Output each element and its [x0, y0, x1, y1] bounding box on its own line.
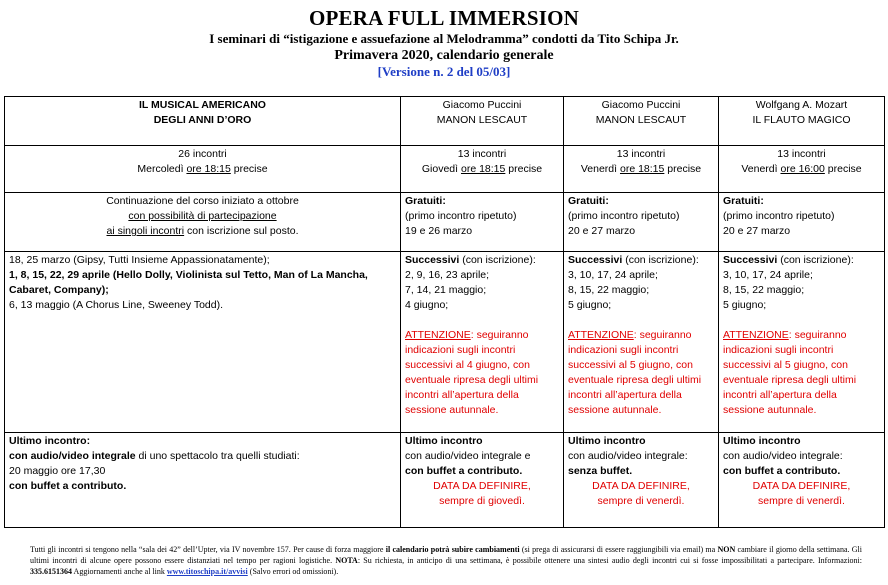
meeting-count: 13 incontri	[777, 148, 826, 160]
registration-note: con iscrizione sul posto.	[184, 225, 299, 237]
free-note: (primo incontro ripetuto)	[405, 210, 517, 222]
tbd-note: sempre di giovedì.	[439, 495, 525, 507]
composer-name: Wolfgang A. Mozart	[755, 99, 848, 111]
next-title: Successivi	[405, 254, 460, 266]
musical-dates	[5, 252, 401, 433]
calendar-table	[4, 96, 885, 528]
last-title: Ultimo incontro	[723, 435, 801, 447]
dates-line: 6, 13 maggio (A Chorus Line, Sweeney Todd).	[9, 299, 224, 311]
attention-note	[723, 328, 880, 418]
continuation-note	[5, 193, 401, 252]
next-meetings-manon-thu	[401, 252, 564, 433]
footer-text: cambiare il giorno della settimana. Gli ultimi incontri di alcune opere possono essere distanziati nel tempo per ragioni logistiche.	[30, 545, 862, 565]
footer-text: (si prega di assicurarsi di essere raggiungibili via email) ma	[519, 545, 718, 554]
last-date: 20 maggio ore 17,30	[9, 465, 106, 477]
continuation-line: Continuazione del corso iniziato a ottobre	[106, 195, 299, 207]
opera-name: MANON LESCAUT	[436, 114, 528, 126]
tbd-label: DATA DA DEFINIRE,	[752, 480, 851, 492]
document-header	[0, 6, 888, 80]
course-title-musical	[5, 97, 401, 146]
course-title-line: IL MUSICAL AMERICANO	[139, 99, 266, 111]
schedule-time: ore 16:00	[780, 163, 825, 175]
attention-text: : seguiranno indicazioni sugli incontri successivi al 5 giugno, con eventuale ripresa degli ultimi incontri all’apertura della sessione autunnale.	[723, 329, 857, 416]
last-buffet: senza buffet.	[568, 465, 633, 477]
single-meetings-label: ai singoli incontri	[106, 225, 185, 237]
dates-line: 18, 25 marzo (Gipsy, Tutti Insieme Appassionatamente);	[9, 254, 270, 266]
first-meetings-row	[5, 193, 885, 252]
attention-label: ATTENZIONE	[723, 329, 789, 341]
tbd-label: DATA DA DEFINIRE,	[433, 480, 531, 492]
schedule-note: precise	[664, 163, 702, 175]
footer-emphasis: NOTA	[335, 556, 358, 565]
schedule-note: precise	[824, 163, 862, 175]
free-note: (primo incontro ripetuto)	[568, 210, 680, 222]
last-buffet: con buffet a contributo.	[405, 465, 523, 477]
composer-name: Giacomo Puccini	[601, 99, 681, 111]
updates-link[interactable]: www.titoschipa.it/avvisi	[166, 567, 248, 576]
course-title-line: DEGLI ANNI D’ORO	[153, 114, 252, 126]
dates-line: 2, 9, 16, 23 aprile;	[405, 269, 490, 281]
free-meetings-flauto	[719, 193, 885, 252]
free-meetings-manon-fri	[564, 193, 719, 252]
following-meetings-row	[5, 252, 885, 433]
free-title: Gratuiti:	[568, 195, 609, 207]
schedule-time: ore 18:15	[460, 163, 506, 175]
attention-label: ATTENZIONE	[405, 329, 471, 341]
schedule-day: Giovedì	[421, 163, 461, 175]
course-title-manon-fri	[564, 97, 719, 146]
next-title: Successivi	[568, 254, 623, 266]
last-buffet: con buffet a contributo.	[9, 480, 127, 492]
attention-text: : seguiranno indicazioni sugli incontri successivi al 5 giugno, con eventuale ripresa degli ultimi incontri all’apertura della sessione autunnale.	[568, 329, 702, 416]
meeting-count: 26 incontri	[178, 148, 227, 160]
attention-note	[568, 328, 714, 418]
dates-line: 3, 10, 17, 24 aprile;	[568, 269, 658, 281]
schedule-day: Venerdì	[580, 163, 620, 175]
free-dates: 20 e 27 marzo	[723, 225, 791, 237]
weekly-schedule	[723, 162, 880, 177]
footer-text: Aggiornamenti anche al link	[72, 567, 167, 576]
footer-emphasis: il calendario potrà subire cambiamenti	[385, 545, 520, 554]
schedule-note: precise	[505, 163, 543, 175]
opera-name: MANON LESCAUT	[595, 114, 687, 126]
schedule-note: precise	[230, 163, 268, 175]
last-meeting-flauto	[719, 433, 885, 528]
dates-line: 8, 15, 22 maggio;	[723, 284, 805, 296]
last-line: con audio/video integrale:	[568, 450, 688, 462]
schedule-row	[5, 146, 885, 193]
free-dates: 20 e 27 marzo	[568, 225, 636, 237]
attention-text: : seguiranno indicazioni sugli incontri successivi al 4 giugno, con eventuale ripresa degli ultimi incontri all’apertura della sessione autunnale.	[405, 329, 539, 416]
free-dates: 19 e 26 marzo	[405, 225, 473, 237]
document-title: OPERA FULL IMMERSION	[308, 6, 580, 30]
continuation-line	[9, 224, 396, 239]
next-title-note: (con iscrizione):	[777, 254, 854, 266]
season-label: Primavera 2020, calendario generale	[334, 48, 554, 63]
last-buffet: con buffet a contributo.	[723, 465, 841, 477]
last-title: Ultimo incontro	[568, 435, 646, 447]
last-line: con audio/video integrale e	[405, 450, 531, 462]
footer-emphasis: NON	[717, 545, 736, 554]
dates-line: 1, 8, 15, 22, 29 aprile (Hello Dolly, Violinista sul Tetto, Man of La Mancha,	[9, 269, 368, 281]
last-meeting-musical	[5, 433, 401, 528]
next-title-note: (con iscrizione):	[622, 254, 699, 266]
footer-text: : Su richiesta, in anticipo di una settimana, è possibile ottenere una sintesi audio degli incontri cui si fosse impossibilitati a partecipare. Informazioni:	[357, 556, 862, 565]
phone-number: 335.6151364	[30, 567, 72, 576]
meeting-count: 13 incontri	[457, 148, 507, 160]
version-label: [Versione n. 2 del 05/03]	[377, 64, 511, 79]
composer-name: Giacomo Puccini	[442, 99, 522, 111]
last-line: con audio/video integrale:	[723, 450, 843, 462]
opera-name: IL FLAUTO MAGICO	[752, 114, 851, 126]
last-meeting-row	[5, 433, 885, 528]
tbd-note: sempre di venerdì.	[758, 495, 845, 507]
last-text: di uno spettacolo tra quelli studiati:	[135, 450, 300, 462]
dates-line: 3, 10, 17, 24 aprile;	[723, 269, 813, 281]
next-title-note: (con iscrizione):	[459, 254, 536, 266]
last-highlight: con audio/video integrale	[9, 450, 136, 462]
dates-line: Cabaret, Company);	[9, 284, 109, 296]
schedule-time: ore 18:15	[186, 163, 231, 175]
course-title-flauto	[719, 97, 885, 146]
free-title: Gratuiti:	[405, 195, 446, 207]
attention-label: ATTENZIONE	[568, 329, 634, 341]
meeting-count: 13 incontri	[616, 148, 666, 160]
dates-line: 5 giugno;	[568, 299, 612, 311]
weekly-schedule	[9, 162, 396, 177]
schedule-musical	[5, 146, 401, 193]
weekly-schedule	[568, 162, 714, 177]
schedule-time: ore 18:15	[619, 163, 665, 175]
dates-line: 8, 15, 22 maggio;	[568, 284, 650, 296]
next-meetings-manon-fri	[564, 252, 719, 433]
attention-note	[405, 328, 559, 418]
next-title: Successivi	[723, 254, 778, 266]
course-title-manon-thu	[401, 97, 564, 146]
schedule-day: Venerdì	[741, 163, 781, 175]
schedule-manon-thu	[401, 146, 564, 193]
free-note: (primo incontro ripetuto)	[723, 210, 835, 222]
footer-notes	[30, 544, 862, 577]
last-title: Ultimo incontro:	[9, 435, 91, 447]
tbd-note: sempre di venerdì.	[597, 495, 685, 507]
footer-text: Tutti gli incontri si tengono nella “sala dei 42” dell’Upter, via IV novembre 157. Per cause di forza maggiore	[30, 545, 386, 554]
schedule-manon-fri	[564, 146, 719, 193]
course-title-row	[5, 97, 885, 146]
last-title: Ultimo incontro	[405, 435, 483, 447]
free-title: Gratuiti:	[723, 195, 764, 207]
next-meetings-flauto	[719, 252, 885, 433]
weekly-schedule	[405, 162, 559, 177]
dates-line: 5 giugno;	[723, 299, 767, 311]
dates-line: 4 giugno;	[405, 299, 449, 311]
tbd-label: DATA DA DEFINIRE,	[592, 480, 690, 492]
document-subtitle: I seminari di “istigazione e assuefazione al Melodramma” condotti da Tito Schipa Jr.	[209, 31, 679, 46]
dates-line: 7, 14, 21 maggio;	[405, 284, 487, 296]
continuation-line: con possibilità di partecipazione	[128, 210, 277, 222]
schedule-flauto	[719, 146, 885, 193]
last-meeting-manon-fri	[564, 433, 719, 528]
free-meetings-manon-thu	[401, 193, 564, 252]
last-line	[9, 449, 396, 464]
schedule-day: Mercoledì	[137, 163, 187, 175]
last-meeting-manon-thu	[401, 433, 564, 528]
footer-text: (Salvo errori od omissioni).	[247, 567, 339, 576]
